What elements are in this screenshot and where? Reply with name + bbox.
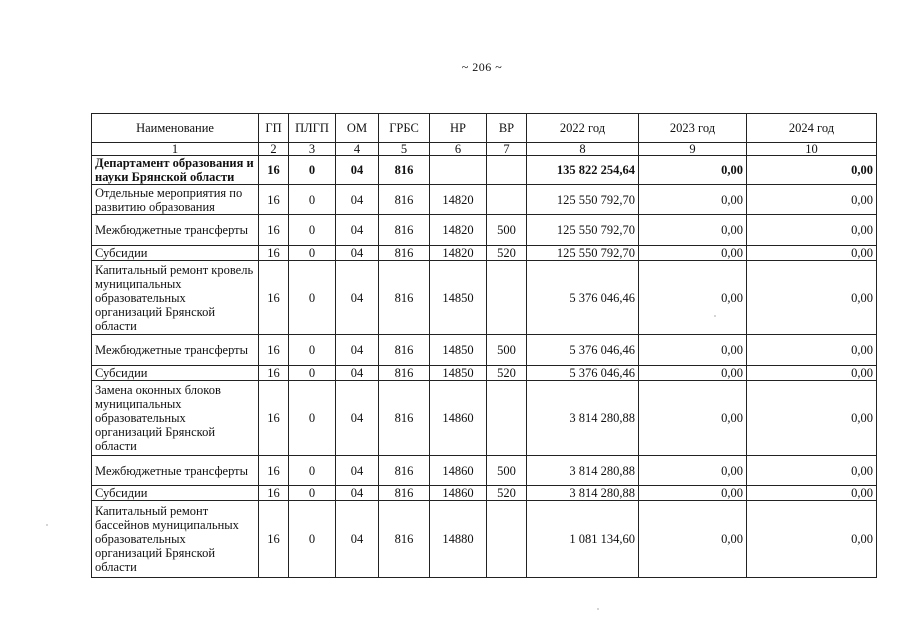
cell-name: Межбюджетные трансферты bbox=[92, 215, 259, 246]
cell-2022: 5 376 046,46 bbox=[527, 335, 639, 366]
header-2024: 2024 год bbox=[747, 114, 877, 143]
cell-2024: 0,00 bbox=[747, 185, 877, 215]
cell-nr: 14820 bbox=[430, 246, 487, 261]
cell-nr: 14820 bbox=[430, 185, 487, 215]
page-number: ~ 206 ~ bbox=[461, 60, 503, 74]
cell-2023: 0,00 bbox=[639, 246, 747, 261]
column-number: 10 bbox=[747, 143, 877, 156]
cell-plgp: 0 bbox=[289, 261, 336, 335]
cell-plgp: 0 bbox=[289, 501, 336, 578]
cell-2023: 0,00 bbox=[639, 486, 747, 501]
header-name: Наименование bbox=[92, 114, 259, 143]
table-row bbox=[92, 486, 877, 501]
cell-name: Капитальный ремонт бассейнов муниципальных образовательных организаций Брянской области bbox=[92, 501, 259, 578]
cell-nr: 14860 bbox=[430, 486, 487, 501]
cell-2022: 3 814 280,88 bbox=[527, 381, 639, 456]
column-number: 1 bbox=[92, 143, 259, 156]
cell-plgp: 0 bbox=[289, 381, 336, 456]
cell-2023: 0,00 bbox=[639, 456, 747, 486]
cell-grbs: 816 bbox=[379, 501, 430, 578]
column-number: 3 bbox=[289, 143, 336, 156]
cell-2023: 0,00 bbox=[639, 215, 747, 246]
cell-plgp: 0 bbox=[289, 156, 336, 185]
table-row bbox=[92, 261, 877, 335]
cell-nr: 14860 bbox=[430, 381, 487, 456]
cell-2024: 0,00 bbox=[747, 366, 877, 381]
column-number: 6 bbox=[430, 143, 487, 156]
cell-gp: 16 bbox=[259, 501, 289, 578]
cell-grbs: 816 bbox=[379, 486, 430, 501]
cell-name: Субсидии bbox=[92, 486, 259, 501]
header-2022: 2022 год bbox=[527, 114, 639, 143]
header-2023: 2023 год bbox=[639, 114, 747, 143]
cell-nr: 14850 bbox=[430, 366, 487, 381]
scan-speck bbox=[597, 608, 599, 610]
cell-nr: 14850 bbox=[430, 261, 487, 335]
cell-om: 04 bbox=[336, 215, 379, 246]
cell-2024: 0,00 bbox=[747, 456, 877, 486]
cell-2024: 0,00 bbox=[747, 486, 877, 501]
cell-vr bbox=[487, 261, 527, 335]
scan-speck bbox=[714, 315, 716, 317]
cell-gp: 16 bbox=[259, 246, 289, 261]
table-row bbox=[92, 381, 877, 456]
cell-2024: 0,00 bbox=[747, 335, 877, 366]
cell-grbs: 816 bbox=[379, 366, 430, 381]
cell-om: 04 bbox=[336, 261, 379, 335]
cell-2023: 0,00 bbox=[639, 501, 747, 578]
header-row bbox=[92, 114, 877, 143]
table-row bbox=[92, 156, 877, 185]
cell-2024: 0,00 bbox=[747, 501, 877, 578]
cell-plgp: 0 bbox=[289, 246, 336, 261]
cell-plgp: 0 bbox=[289, 366, 336, 381]
cell-2024: 0,00 bbox=[747, 261, 877, 335]
cell-2023: 0,00 bbox=[639, 335, 747, 366]
cell-2024: 0,00 bbox=[747, 246, 877, 261]
table-row bbox=[92, 501, 877, 578]
column-number: 9 bbox=[639, 143, 747, 156]
table-row bbox=[92, 456, 877, 486]
cell-vr: 520 bbox=[487, 246, 527, 261]
cell-2023: 0,00 bbox=[639, 261, 747, 335]
header-plgp: ПЛГП bbox=[289, 114, 336, 143]
cell-grbs: 816 bbox=[379, 246, 430, 261]
cell-vr: 500 bbox=[487, 215, 527, 246]
cell-name: Межбюджетные трансферты bbox=[92, 335, 259, 366]
cell-grbs: 816 bbox=[379, 335, 430, 366]
cell-plgp: 0 bbox=[289, 215, 336, 246]
column-number: 8 bbox=[527, 143, 639, 156]
cell-om: 04 bbox=[336, 335, 379, 366]
cell-2022: 3 814 280,88 bbox=[527, 456, 639, 486]
cell-vr bbox=[487, 156, 527, 185]
cell-name: Субсидии bbox=[92, 246, 259, 261]
cell-om: 04 bbox=[336, 381, 379, 456]
cell-nr: 14860 bbox=[430, 456, 487, 486]
table-row bbox=[92, 246, 877, 261]
cell-2022: 5 376 046,46 bbox=[527, 261, 639, 335]
cell-om: 04 bbox=[336, 246, 379, 261]
cell-name: Межбюджетные трансферты bbox=[92, 456, 259, 486]
cell-2022: 1 081 134,60 bbox=[527, 501, 639, 578]
cell-2022: 125 550 792,70 bbox=[527, 215, 639, 246]
table-row bbox=[92, 215, 877, 246]
cell-grbs: 816 bbox=[379, 261, 430, 335]
cell-vr: 520 bbox=[487, 366, 527, 381]
cell-2023: 0,00 bbox=[639, 156, 747, 185]
cell-vr: 520 bbox=[487, 486, 527, 501]
cell-2022: 3 814 280,88 bbox=[527, 486, 639, 501]
cell-name: Департамент образования и науки Брянской области bbox=[92, 156, 259, 185]
cell-nr: 14880 bbox=[430, 501, 487, 578]
cell-om: 04 bbox=[336, 185, 379, 215]
scan-speck bbox=[46, 524, 48, 526]
cell-om: 04 bbox=[336, 366, 379, 381]
cell-vr: 500 bbox=[487, 456, 527, 486]
cell-2024: 0,00 bbox=[747, 156, 877, 185]
cell-grbs: 816 bbox=[379, 381, 430, 456]
cell-2024: 0,00 bbox=[747, 381, 877, 456]
cell-vr bbox=[487, 185, 527, 215]
cell-gp: 16 bbox=[259, 261, 289, 335]
cell-grbs: 816 bbox=[379, 215, 430, 246]
cell-grbs: 816 bbox=[379, 185, 430, 215]
cell-gp: 16 bbox=[259, 335, 289, 366]
cell-plgp: 0 bbox=[289, 486, 336, 501]
cell-om: 04 bbox=[336, 456, 379, 486]
cell-nr: 14820 bbox=[430, 215, 487, 246]
cell-gp: 16 bbox=[259, 156, 289, 185]
cell-2022: 125 550 792,70 bbox=[527, 185, 639, 215]
cell-name: Субсидии bbox=[92, 366, 259, 381]
cell-gp: 16 bbox=[259, 456, 289, 486]
cell-gp: 16 bbox=[259, 381, 289, 456]
header-gp: ГП bbox=[259, 114, 289, 143]
budget-table bbox=[91, 113, 877, 578]
cell-gp: 16 bbox=[259, 366, 289, 381]
cell-nr bbox=[430, 156, 487, 185]
cell-plgp: 0 bbox=[289, 185, 336, 215]
cell-2023: 0,00 bbox=[639, 381, 747, 456]
cell-grbs: 816 bbox=[379, 456, 430, 486]
cell-nr: 14850 bbox=[430, 335, 487, 366]
table-row bbox=[92, 185, 877, 215]
cell-2022: 135 822 254,64 bbox=[527, 156, 639, 185]
column-number: 5 bbox=[379, 143, 430, 156]
cell-om: 04 bbox=[336, 501, 379, 578]
cell-name: Отдельные мероприятия по развитию образования bbox=[92, 185, 259, 215]
cell-2023: 0,00 bbox=[639, 185, 747, 215]
cell-vr bbox=[487, 501, 527, 578]
cell-om: 04 bbox=[336, 156, 379, 185]
cell-name: Замена оконных блоков муниципальных образовательных организаций Брянской области bbox=[92, 381, 259, 456]
header-vr: ВР bbox=[487, 114, 527, 143]
cell-2022: 5 376 046,46 bbox=[527, 366, 639, 381]
cell-2023: 0,00 bbox=[639, 366, 747, 381]
table-row bbox=[92, 366, 877, 381]
column-number: 7 bbox=[487, 143, 527, 156]
cell-gp: 16 bbox=[259, 185, 289, 215]
cell-plgp: 0 bbox=[289, 456, 336, 486]
column-number: 4 bbox=[336, 143, 379, 156]
table-row bbox=[92, 335, 877, 366]
cell-om: 04 bbox=[336, 486, 379, 501]
column-number: 2 bbox=[259, 143, 289, 156]
cell-name: Капитальный ремонт кровель муниципальных образовательных организаций Брянской области bbox=[92, 261, 259, 335]
cell-vr bbox=[487, 381, 527, 456]
header-nr: НР bbox=[430, 114, 487, 143]
column-number-row bbox=[92, 143, 877, 156]
cell-grbs: 816 bbox=[379, 156, 430, 185]
cell-gp: 16 bbox=[259, 215, 289, 246]
header-om: ОМ bbox=[336, 114, 379, 143]
cell-2024: 0,00 bbox=[747, 215, 877, 246]
cell-vr: 500 bbox=[487, 335, 527, 366]
header-grbs: ГРБС bbox=[379, 114, 430, 143]
cell-2022: 125 550 792,70 bbox=[527, 246, 639, 261]
cell-gp: 16 bbox=[259, 486, 289, 501]
cell-plgp: 0 bbox=[289, 335, 336, 366]
